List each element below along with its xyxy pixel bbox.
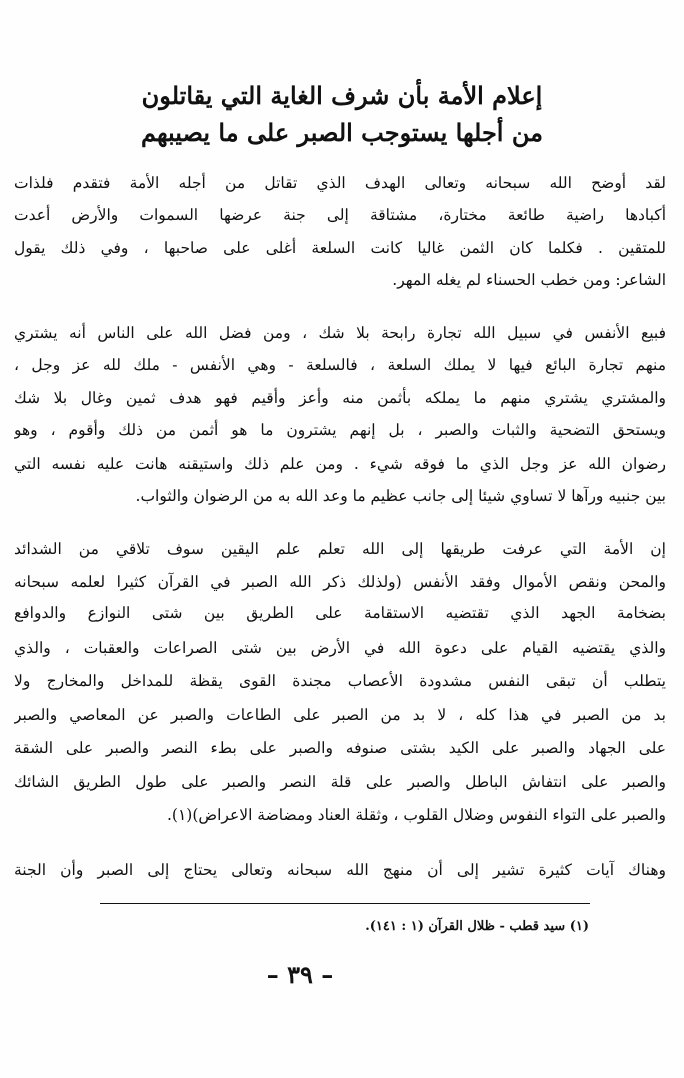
body-line: والمشتري يشتري منهم ما يملكه بأثمن منه وأعز وأقيم فهو هدف ثمين وغال بلا شك (14, 389, 666, 407)
body-line: والمحن ونقص الأموال وفقد الأنفس (ولذلك ذكر الله الصبر في القرآن كثيرا لعلمه سبحانه (14, 573, 666, 591)
body-line: والصبر على التواء النفوس وضلال القلوب ، وثقلة العناد ومضاضة الاعراض)(١). (166, 806, 666, 824)
footnote: (١) سيد قطب - ظلال القرآن (١ : ١٤١). (365, 919, 589, 934)
chapter-title-line-1: إعلام الأمة بأن شرف الغاية التي يقاتلون (141, 81, 543, 110)
body-line: رضوان الله عز وجل الذي ما فوقه شيء . ومن علم ذلك واستيقنه هانت عليه نفسه التي (14, 455, 666, 473)
body-line: أكبادها راضية طائعة مختارة، مشتاقة إلى جنة عرضها السموات والأرض أعدت (14, 206, 666, 224)
body-line: منهم تجارة البائع فيها لا يملك السلعة ، فالسلعة - وهي الأنفس - ملك لله عز وجل ، (14, 356, 666, 374)
body-line: الشاعر: ومن خطب الحسناء لم يغله المهر. (392, 271, 666, 289)
body-line: بضخامة الجهد الذي تقتضيه الاستقامة على الطريق بين شتى النوازع والدوافع (14, 604, 666, 622)
page-number: – ٣٩ – (266, 960, 334, 989)
body-line: يتطلب أن تبقى النفس مشدودة الأعصاب مجندة القوى يقظة للمداخل والمخارج ولا (14, 672, 666, 690)
footnote-divider (100, 903, 590, 904)
body-line: إن الأمة التي عرفت طريقها إلى الله تعلم علم اليقين سوف تلاقي من الشدائد (14, 540, 666, 558)
body-line: وهناك آيات كثيرة تشير إلى أن منهج الله سبحانه وتعالى يحتاج إلى الصبر وأن الجنة (14, 861, 666, 879)
body-line: والصبر على انتفاش الباطل والصبر على قلة النصر والصبر على طول الطريق الشائك (14, 773, 666, 791)
body-line: بد من الصبر في هذا كله ، لا بد من الصبر على الطاعات والصبر عن المعاصي والصبر (14, 706, 666, 724)
body-line: والذي يقتضيه القيام على دعوة الله في الأرض بين شتى الصراعات والعقبات ، والذي (14, 639, 666, 657)
body-line: ويستحق التضحية والثبات والصبر ، بل إنهم يشترون ما هو أثمن من ذلك وأقوم ، وهو (14, 421, 666, 439)
body-line: فبيع الأنفس في سبيل الله تجارة رابحة بلا شك ، ومن فضل الله على الناس أنه يشتري (14, 324, 666, 342)
body-line: لقد أوضح الله سبحانه وتعالى الهدف الذي تقاتل من أجله الأمة فتقدم فلذات (14, 174, 666, 192)
body-line: للمتقين . فكلما كان الثمن غاليا كانت السلعة أغلى على صاحبها ، وفي ذلك يقول (14, 239, 666, 257)
body-line: على الجهاد والصبر على الكيد بشتى صنوفه والصبر على بطء النصر والصبر على الشقة (14, 739, 666, 757)
body-line: بين جنبيه ورآها لا تساوي شيئا إلى جانب عظيم ما وعد الله به من الرضوان والثواب. (135, 487, 666, 505)
chapter-title-line-2: من أجلها يستوجب الصبر على ما يصيبهم (141, 118, 543, 147)
